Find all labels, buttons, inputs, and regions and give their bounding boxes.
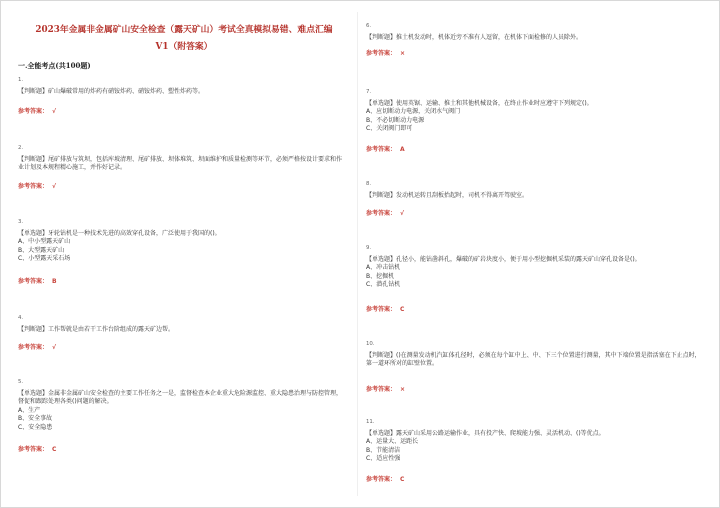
answer-1	[18, 108, 56, 116]
option-a: A、运量大、运距长	[366, 438, 419, 446]
question-stem: 【判断题】工作帮就是由若干工作台阶组成的露天矿边帮。	[18, 326, 175, 333]
option-b: B、挖掘机	[366, 272, 395, 280]
answer-2	[18, 183, 56, 191]
answer-label: 参考答案：	[18, 344, 49, 351]
answer-value: √	[52, 344, 57, 351]
question-9	[366, 244, 702, 290]
option-c: C、潜孔钻机	[366, 281, 401, 289]
document-title-line2: V1（附答案）	[155, 42, 213, 52]
option-c: C、小型露天采石场	[18, 255, 71, 263]
question-3	[18, 218, 346, 264]
question-number: 5.	[18, 379, 24, 385]
option-c: C、关闭阀门即可	[366, 125, 413, 133]
answer-6	[366, 50, 405, 58]
question-8	[366, 180, 702, 200]
answer-value: B	[52, 278, 57, 285]
answer-5	[18, 446, 56, 454]
answer-value: C	[52, 446, 57, 453]
answer-9	[366, 306, 404, 314]
answer-value: ×	[400, 386, 406, 393]
question-number: 6.	[366, 23, 372, 29]
question-stem: 【单选题】牙轮钻机是一种技术先进的高效穿孔设备，广泛使用于我国的()。	[18, 230, 221, 237]
column-divider	[357, 12, 358, 496]
answer-10	[366, 386, 405, 394]
answer-3	[18, 278, 57, 286]
question-stem: 【判断题】矿山爆破常用的炸药有硝铵炸药、硝铵炸药、塑性炸药等。	[18, 88, 205, 95]
question-stem: 【判断题】()在测量发动机汽缸体孔径时，必须在每个缸中上、中、下三个位置进行测量，其中下端位置是指活塞在下止点时，第一道环所对的缸壁位置。	[366, 352, 701, 368]
question-number: 2.	[18, 145, 24, 151]
question-number: 11.	[366, 419, 375, 425]
question-stem: 【判断题】尾矿排放与筑坝，包括库坡清理、尾矿排放、坝体堆筑、坝面维护和质量检测等环节，必须严格按设计要求和作业计划及本规程精心施工，并作好记录。	[18, 156, 343, 172]
answer-value: ×	[400, 50, 406, 57]
question-2	[18, 144, 346, 173]
answer-value: A	[400, 146, 405, 153]
question-number: 10.	[366, 341, 375, 347]
question-stem: 【单选题】金属非金属矿山安全检查的主要工作任务之一是，监督检查本企业重大危险源监控、重大隐患治理与防控管理，督促和跟踪处理各类()问题的解决。	[18, 390, 343, 406]
section-heading: 一.全能考点(共100题)	[18, 61, 91, 70]
option-b: B、节能清洁	[366, 446, 401, 454]
question-number: 3.	[18, 219, 24, 225]
option-a: A、冲击钻机	[366, 264, 401, 272]
answer-value: √	[400, 210, 405, 217]
answer-label: 参考答案：	[366, 210, 397, 217]
answer-11	[366, 476, 404, 484]
document-title-line1: 2023年金属非金属矿山安全检查（露天矿山）考试全真模拟易错、难点汇编	[35, 25, 333, 35]
answer-7	[366, 146, 405, 154]
answer-label: 参考答案：	[18, 183, 49, 190]
question-stem: 【单选题】孔径小，能钻凿斜孔，爆破的矿岩块度小，便于用小型挖掘机采装的露天矿山穿孔设备是()。	[366, 256, 641, 263]
answer-label: 参考答案：	[366, 476, 397, 483]
option-a: A、应切断动力电源，关闭水气阀门	[366, 108, 461, 116]
answer-label: 参考答案：	[18, 108, 49, 115]
question-6	[366, 22, 702, 42]
question-10	[366, 340, 702, 369]
answer-value: C	[400, 306, 405, 313]
option-b: B、安全事故	[18, 415, 53, 423]
option-b: B、大型露天矿山	[18, 246, 65, 254]
answer-value: C	[400, 476, 405, 483]
question-stem: 【单选题】使用英锯、运输、推土和其他机械设备，在终止作业时应遵守下列规定()。	[366, 100, 593, 107]
question-number: 9.	[366, 245, 372, 251]
option-c: C、适应性强	[366, 455, 401, 463]
answer-label: 参考答案：	[366, 146, 397, 153]
question-stem: 【判断题】推土机发动时，机体近旁不准有人逗留，在机体下面检修的人员除外。	[366, 34, 583, 41]
answer-label: 参考答案：	[18, 446, 49, 453]
question-stem: 【单选题】露天矿山采用公路运输作业，具有投产快、爬坡能力强、灵活机动、()等优点。	[366, 430, 605, 437]
answer-label: 参考答案：	[18, 278, 49, 285]
answer-value: √	[52, 108, 57, 115]
answer-label: 参考答案：	[366, 50, 397, 57]
option-a: A、生产	[18, 406, 41, 414]
question-stem: 【判断题】发动机运转且刮板抬起时，司机不得离开驾驶室。	[366, 192, 529, 199]
answer-4	[18, 344, 56, 352]
option-a: A、中小型露天矿山	[18, 238, 71, 246]
right-column	[366, 0, 702, 508]
question-1	[18, 76, 346, 96]
question-5	[18, 378, 346, 432]
question-4	[18, 314, 346, 334]
answer-8	[366, 210, 404, 218]
question-number: 1.	[18, 77, 24, 83]
question-11	[366, 418, 702, 464]
question-7	[366, 88, 702, 134]
question-number: 4.	[18, 315, 24, 321]
answer-label: 参考答案：	[366, 306, 397, 313]
answer-value: √	[52, 183, 57, 190]
question-number: 8.	[366, 181, 372, 187]
answer-label: 参考答案：	[366, 386, 397, 393]
left-column	[18, 0, 346, 508]
option-c: C、安全隐患	[18, 423, 53, 431]
question-number: 7.	[366, 89, 372, 95]
option-b: B、不必切断动力电源	[366, 116, 425, 124]
